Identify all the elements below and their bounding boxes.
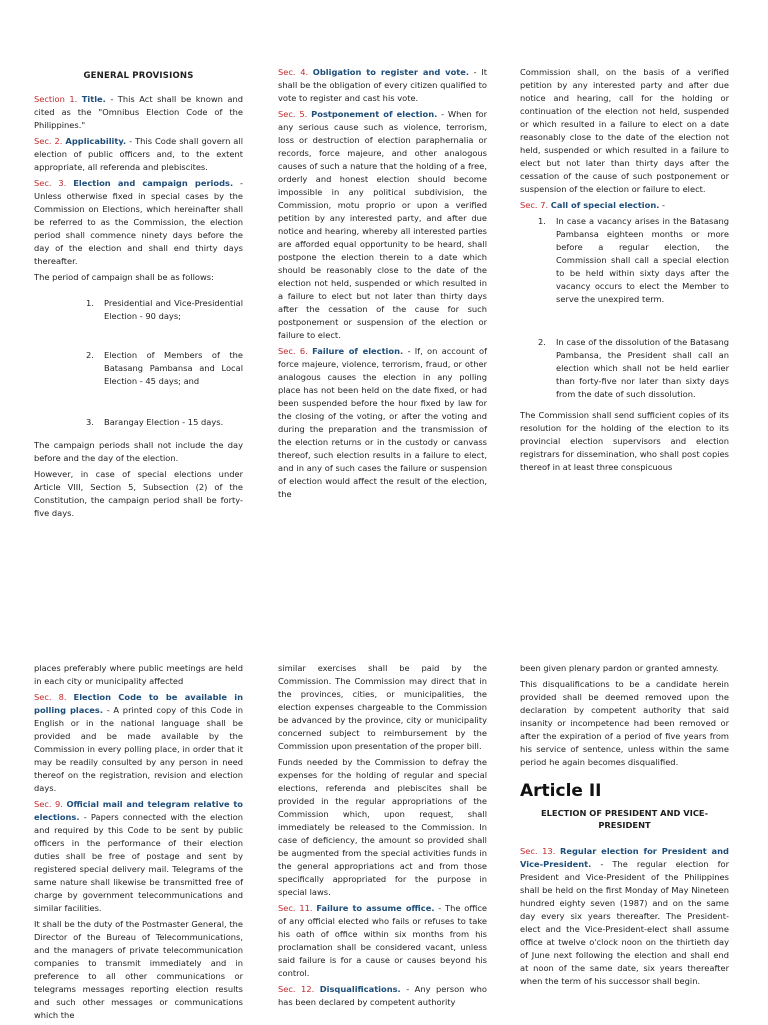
- top-column-3: [520, 66, 729, 477]
- section-1: Section 1. Title. - This Act shall be known and cited as the "Omnibus Election Code of the Philippines.": [34, 94, 243, 130]
- bottom-column-2: [278, 662, 487, 1012]
- list-item: 2. In case of the dissolution of the Batasang Pambansa, the President shall call an election which shall not be held earlier than forty-five nor later than sixty days from the date of such dissolution.: [538, 337, 729, 399]
- top-column-2: [278, 66, 487, 504]
- list-item: 1. In case a vacancy arises in the Batasang Pambansa eighteen months or more before a regular election, the Commission shall call a special election to be held within sixty days after the vacancy occurs to elect the Member to serve the unexpired term.: [538, 216, 729, 304]
- section-13: Sec. 13. Regular election for President and Vice-President. - The regular election for President and Vice-President of the Philippines shall be held on the first Monday of May Nineteen hundred eighty seven (1987) and on the same day every six years thereafter. The President-elect and the Vice-President-elect shall assume office at twelve o'clock noon on the thirtieth day of June next following the election and shall end at noon of the same date, six years thereafter when the term of his successor shall begin.: [520, 846, 729, 986]
- section-9: Sec. 9. Official mail and telegram relative to elections. - Papers connected with the election and required by this Code to be sent by public officers in the performance of their election duties shall be free of postage and sent by registered special delivery mail. Telegrams of the same nature shall likewise be transmitted free of charge by government telecommunications and similar facilities.: [34, 799, 244, 913]
- campaign-intro: The period of campaign shall be as follows:: [34, 272, 214, 282]
- section-5: Sec. 5. Postponement of election. - When for any serious cause such as violence, terrorism, loss or destruction of election paraphernalia or records, force majeure, and other analogous causes of such a nature that the holding of a free, orderly and honest election should become impossible in any political subdivision, the Commission, motu proprio or upon a verified petition by any interested party, and after due notice and hearing, whereby all interested parties are afforded equal opportunity to be heard, shall postpone the election therein to a date which should be reasonably close to the date of the election not held, suspended or which resulted in a failure to elect but not later than thirty days after the cessation of the cause for such postponement or suspension of the election or failure to elect.: [278, 109, 487, 340]
- top-page-section: [0, 66, 768, 536]
- article-subheading: ELECTION OF PRESIDENT AND VICE-PRESIDENT: [540, 808, 709, 830]
- section-6-continued: Commission shall, on the basis of a verified petition by any interested party and after due notice and hearing, call for the holding or continuation of the election not held, suspended or which resulted in a failure to elect on a date reasonably close to the date of the election not held, suspended or which resulted in a failure to elect but not later than thirty days after the cessation of the cause of such postponement or suspension of the election or failure to elect.: [520, 67, 729, 194]
- bottom-page-section: [0, 662, 768, 1024]
- section-6: Sec. 6. Failure of election. - If, on account of force majeure, violence, terrorism, fraud, or other analogous causes the election in any polling place has not been held on the date fixed, or had been suspended before the hour fixed by law for the closing of the voting, or after the voting and during the preparation and the transmission of the election returns or in the custody or canvass thereof, such election results in a failure to elect, and in any of such cases the failure or suspension of election would affect the result of the election, the: [278, 346, 488, 499]
- section-12: Sec. 12. Disqualifications. - Any person who has been declared by competent authority: [278, 984, 488, 1007]
- general-provisions-heading: GENERAL PROVISIONS: [83, 71, 194, 81]
- bottom-column-1: [34, 662, 243, 1025]
- special-election-para: However, in case of special elections under Article VIII, Section 5, Subsection (2) of the Constitution, the campaign period shall be forty-five days.: [34, 469, 243, 518]
- bottom-column-3: [520, 662, 729, 991]
- dissemination-para: The Commission shall send sufficient copies of its resolution for the holding of the election to its provincial election supervisors and election registrars for dissemination, who shall post copies thereof in at least three conspicuous: [520, 410, 729, 472]
- section-12-continued: been given plenary pardon or granted amnesty.: [520, 663, 719, 673]
- postmaster-para: It shall be the duty of the Postmaster General, the Director of the Bureau of Telecommunications, and the managers of private telecommunication companies to transmit immediately and in preference to all other communications or telegrams messages reporting election results and such other messages or communications which the: [34, 919, 243, 1020]
- special-election-list: [520, 215, 729, 401]
- disqualification-removal-para: This disqualifications to be a candidate herein provided shall be deemed removed upon the declaration by competent authority that said insanity or incompetence had been removed or after the expiration of a period of five years from his service of sentence, unless within the same period he again becomes disqualified.: [520, 679, 729, 767]
- section-8: Sec. 8. Election Code to be available in polling places. - A printed copy of this Code in English or in the national language shall be provided and be made available by the Commission in every polling place, in order that it may be readily consulted by any person in need thereof on the registration, revision and election days.: [34, 692, 244, 793]
- campaign-period-list: [34, 297, 243, 429]
- section-10-continued: similar exercises shall be paid by the Commission. The Commission may direct that in the provinces, cities, or municipalities, the election expenses chargeable to the Commission be advanced by the province, city or municipality concerned subject to reimbursement by the Commission upon presentation of the proper bill.: [278, 663, 487, 751]
- section-3: Sec. 3. Election and campaign periods. - Unless otherwise fixed in special cases by the Commission on Elections, which hereinafter shall be referred to as the Commission, the election period shall commence ninety days before the day of the election and shall end thirty days thereafter.: [34, 178, 244, 266]
- top-column-1: [34, 66, 243, 523]
- funds-para: Funds needed by the Commission to defray the expenses for the holding of regular and special elections, referenda and plebiscites shall be provided in the regular appropriations of the Commission which, upon request, shall immediately be released to the Commission. In case of deficiency, the amount so provided shall be augmented from the special activities funds in the general appropriations act and from those specifically appropriated for the purpose in special laws.: [278, 757, 487, 897]
- list-item: 1. Presidential and Vice-Presidential Election - 90 days;: [86, 298, 243, 321]
- list-item: 2. Election of Members of the Batasang Pambansa and Local Election - 45 days; and: [86, 350, 243, 386]
- section-4: Sec. 4. Obligation to register and vote. - It shall be the obligation of every citizen qualified to vote to register and cast his vote.: [278, 67, 488, 103]
- section-11: Sec. 11. Failure to assume office. - The office of any official elected who fails or refuses to take his oath of office within six months from his proclamation shall be considered vacant, unless said failure is for a cause or causes beyond his control.: [278, 903, 488, 978]
- campaign-exclusion-para: The campaign periods shall not include the day before and the day of the election.: [34, 440, 243, 463]
- section-7-continued: places preferably where public meetings are held in each city or municipality affected: [34, 663, 243, 686]
- article-heading: Article II: [520, 781, 602, 801]
- section-2: Sec. 2. Applicability. - This Code shall govern all election of public officers and, to the extent appropriate, all referenda and plebiscites.: [34, 136, 243, 172]
- section-7: Sec. 7. Call of special election. -: [520, 200, 666, 210]
- list-item: 3. Barangay Election - 15 days.: [86, 417, 224, 427]
